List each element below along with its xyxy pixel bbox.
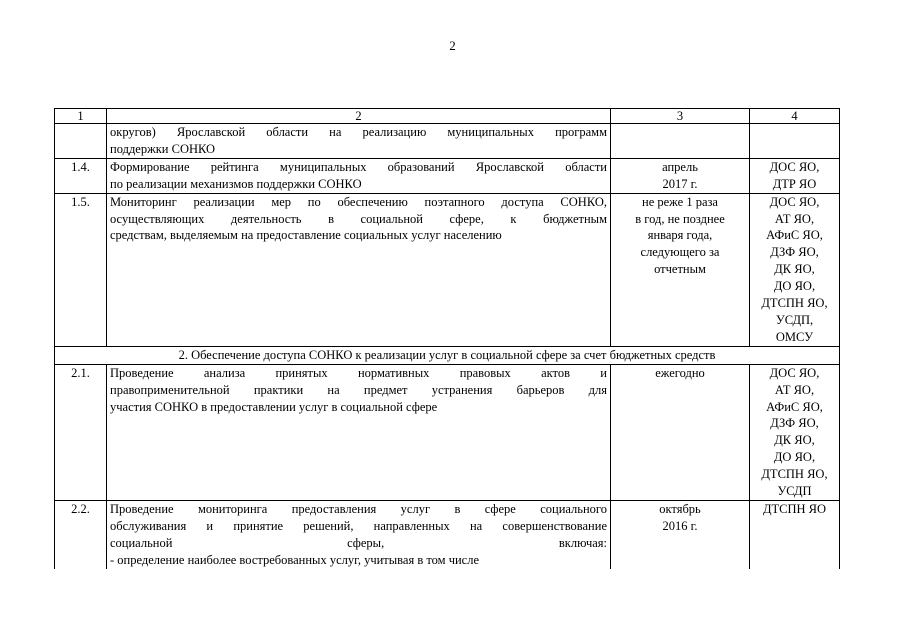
- executor-line: УСДП: [777, 484, 812, 499]
- table-row: [55, 124, 840, 159]
- deadline-line: апрель: [662, 159, 698, 174]
- executor-line: ДТСПН ЯО,: [761, 296, 828, 311]
- description-line: социальной сферы, включая:: [110, 535, 607, 550]
- item-executors: [750, 500, 840, 568]
- item-deadline: [611, 500, 750, 568]
- item-description: [107, 158, 611, 193]
- executor-line: ДО ЯО,: [773, 279, 816, 294]
- item-number: 1.5.: [55, 193, 107, 346]
- executor-line: АФиС ЯО,: [766, 399, 823, 414]
- item-description: [107, 193, 611, 346]
- deadline-line: в год, не позднее: [635, 211, 725, 226]
- section-row: [55, 346, 840, 364]
- description-line: осуществляющих деятельность в социальной сфере, к бюджетным: [110, 211, 607, 226]
- description-line: правоприменительной практики на предмет устранения барьеров для: [110, 382, 607, 397]
- description-line: - определение наиболее востребованных услуг, учитывая в том числе: [110, 552, 480, 567]
- deadline-line: отчетным: [654, 262, 706, 277]
- item-deadline: [611, 193, 750, 346]
- executor-line: ДК ЯО,: [774, 262, 815, 277]
- item-description: [107, 124, 611, 159]
- executor-line: ДЗФ ЯО,: [770, 416, 819, 431]
- description-line: Проведение анализа принятых нормативных правовых актов и: [110, 365, 607, 380]
- column-header: 1: [55, 109, 107, 124]
- deadline-line: ежегодно: [655, 365, 705, 380]
- executor-line: ДОС ЯО,: [769, 365, 820, 380]
- description-line: участия СОНКО в предоставлении услуг в социальной сфере: [110, 399, 438, 414]
- executor-line: ДТР ЯО: [772, 176, 817, 191]
- item-executors: [750, 364, 840, 500]
- item-executors: [750, 124, 840, 159]
- page-number: 2: [449, 38, 456, 53]
- executor-line: ДОС ЯО,: [769, 194, 820, 209]
- executor-line: УСДП,: [775, 312, 814, 327]
- executor-line: ДЗФ ЯО,: [770, 245, 819, 260]
- section-title: 2. Обеспечение доступа СОНКО к реализации услуг в социальной сфере за счет бюджетных средств: [55, 346, 840, 364]
- executor-line: ДТСПН ЯО: [762, 501, 827, 516]
- description-line: Проведение мониторинга предоставления услуг в сфере социального: [110, 501, 607, 516]
- item-deadline: [611, 158, 750, 193]
- item-executors: [750, 193, 840, 346]
- deadline-line: октябрь: [659, 501, 701, 516]
- deadline-line: января года,: [647, 228, 713, 243]
- executor-line: АФиС ЯО,: [766, 228, 823, 243]
- description-line: Формирование рейтинга муниципальных образований Ярославской области: [110, 159, 607, 174]
- deadline-line: следующего за: [640, 245, 720, 260]
- table-row: [55, 158, 840, 193]
- item-description: [107, 500, 611, 568]
- plan-table: [54, 108, 840, 569]
- executor-line: ДК ЯО,: [774, 433, 815, 448]
- item-deadline: [611, 364, 750, 500]
- description-line: Мониторинг реализации мер по обеспечению поэтапного доступа СОНКО,: [110, 194, 607, 209]
- deadline-line: 2017 г.: [662, 176, 698, 191]
- column-header: 3: [611, 109, 750, 124]
- deadline-line: 2016 г.: [662, 518, 698, 533]
- deadline-line: не реже 1 раза: [642, 194, 718, 209]
- item-description: [107, 364, 611, 500]
- table-row: [55, 364, 840, 500]
- description-line: поддержки СОНКО: [110, 141, 216, 156]
- executor-line: ДОС ЯО,: [769, 159, 820, 174]
- item-number: [55, 124, 107, 159]
- item-deadline: [611, 124, 750, 159]
- column-header: 4: [750, 109, 840, 124]
- column-header: 2: [107, 109, 611, 124]
- table-header-row: [55, 109, 840, 124]
- executor-line: ОМСУ: [775, 329, 814, 344]
- description-line: обслуживания и принятие решений, направленных на совершенствование: [110, 518, 607, 533]
- item-number: 1.4.: [55, 158, 107, 193]
- description-line: округов) Ярославской области на реализацию муниципальных программ: [110, 125, 607, 139]
- executor-line: ДО ЯО,: [773, 450, 816, 465]
- description-line: по реализации механизмов поддержки СОНКО: [110, 176, 362, 191]
- description-line: средствам, выделяемым на предоставление социальных услуг населению: [110, 228, 502, 243]
- executor-line: ДТСПН ЯО,: [761, 467, 828, 482]
- table-row: [55, 500, 840, 568]
- item-number: 2.2.: [55, 500, 107, 568]
- executor-line: АТ ЯО,: [774, 211, 815, 226]
- item-executors: [750, 158, 840, 193]
- executor-line: АТ ЯО,: [774, 382, 815, 397]
- table-row: [55, 193, 840, 346]
- item-number: 2.1.: [55, 364, 107, 500]
